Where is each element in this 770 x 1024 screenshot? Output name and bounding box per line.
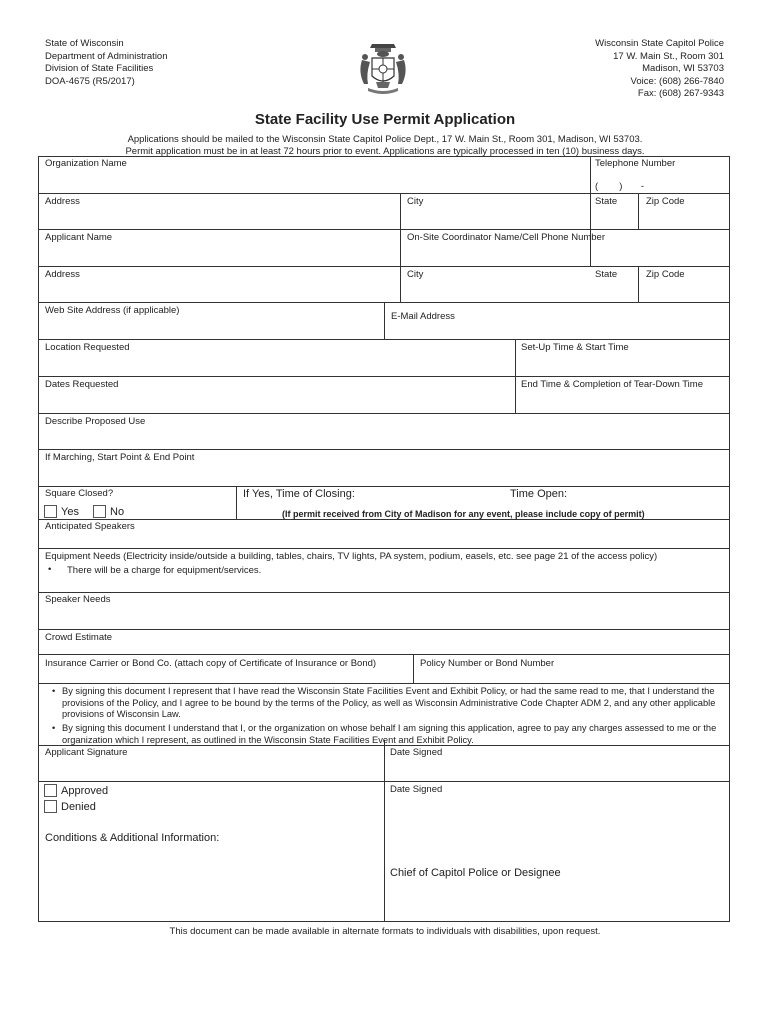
square-closed-label: Square Closed? <box>45 488 114 499</box>
address-label: Address <box>45 269 80 280</box>
agency-line: Department of Administration <box>45 50 168 62</box>
police-line: Voice: (608) 266-7840 <box>630 75 724 87</box>
agency-line: State of Wisconsin <box>45 38 124 49</box>
police-line: 17 W. Main St., Room 301 <box>613 50 724 62</box>
phone-field[interactable]: ( ) - <box>595 181 645 192</box>
form-number: DOA-4675 (R5/2017) <box>45 75 135 87</box>
state-label: State <box>595 269 618 280</box>
statement-text: By signing this document I represent that I have read the Wisconsin State Facilities Event and Exhibit Policy, or had the same read to me, that I understand the provisions of the Policy, and I agree to be bound by the terms of the Policy, as well as Wisconsin Administrative Code Chapter ADM 2, and any other applicable provisions of Wisconsin Law. <box>62 686 716 720</box>
city-label: City <box>407 269 424 280</box>
police-line: Fax: (608) 267-9343 <box>637 88 724 99</box>
anticipated-speakers-label: Anticipated Speakers <box>45 521 135 532</box>
equipment-needs-label: Equipment Needs (Electricity inside/outside a building, tables, chairs, TV lights, PA system, podium, easels, etc. see page 21 of the access policy) <box>45 551 658 562</box>
approved-checkbox[interactable] <box>44 784 57 797</box>
equipment-charge-note: There will be a charge for equipment/services. <box>67 565 262 576</box>
bullet-icon: • <box>52 686 56 696</box>
denied-label: Denied <box>61 801 96 813</box>
date-signed-label: Date Signed <box>390 784 443 795</box>
denied-checkbox[interactable] <box>44 800 57 813</box>
insurance-carrier-label: Insurance Carrier or Bond Co. (attach copy of Certificate of Insurance or Bond) <box>45 658 377 669</box>
statement-policy <box>52 686 722 721</box>
marching-label: If Marching, Start Point & End Point <box>45 452 195 463</box>
email-label: E-Mail Address <box>391 311 455 322</box>
zip-code-label: Zip Code <box>646 196 685 207</box>
telephone-label: Telephone Number <box>595 158 676 169</box>
speaker-needs-label: Speaker Needs <box>45 594 111 605</box>
dates-requested-label: Dates Requested <box>45 379 119 390</box>
agency-info <box>45 38 168 88</box>
madison-permit-note: (If permit received from City of Madison for any event, please include copy of permit) <box>282 509 645 519</box>
web-site-label: Web Site Address (if applicable) <box>45 305 180 316</box>
state-label: State <box>595 196 618 207</box>
instruction-line: Permit application must be in at least 72 hours prior to event. Applications are typically processed in ten (10) business days. <box>125 145 645 157</box>
accessibility-footer: This document can be made available in alternate formats to individuals with disabilities, upon request. <box>169 926 601 937</box>
location-requested-label: Location Requested <box>45 342 130 353</box>
conditions-label: Conditions & Additional Information: <box>45 832 220 844</box>
time-open-label: Time Open: <box>510 488 568 500</box>
no-label: No <box>110 506 125 518</box>
date-signed-label: Date Signed <box>390 747 443 758</box>
organization-name-label: Organization Name <box>45 158 127 169</box>
instruction-line: Applications should be mailed to the Wisconsin State Capitol Police Dept., 17 W. Main St., Room 301, Madison, WI 53703. <box>127 134 643 145</box>
zip-code-label: Zip Code <box>646 269 685 280</box>
page-title: State Facility Use Permit Application <box>254 111 516 128</box>
statement-text: By signing this document I understand that I, or the organization on whose behalf I am signing this application, agree to pay any charges assessed to me or the organization which I represent, as outlined in the Wisconsin State Facilities Event and Exhibit Policy. <box>62 723 717 745</box>
bullet-icon: • <box>52 723 56 733</box>
approved-label: Approved <box>61 785 109 797</box>
agency-line: Division of State Facilities <box>45 63 154 74</box>
police-line: Wisconsin State Capitol Police <box>595 38 724 49</box>
bullet-icon: • <box>48 564 52 575</box>
city-label: City <box>407 196 424 207</box>
square-closed-yes-checkbox[interactable] <box>44 505 57 518</box>
policy-number-label: Policy Number or Bond Number <box>420 658 555 669</box>
police-line: Madison, WI 53703 <box>642 63 724 74</box>
address-label: Address <box>45 196 80 207</box>
instructions <box>0 134 770 157</box>
wisconsin-state-seal-icon <box>352 38 414 100</box>
end-time-label: End Time & Completion of Tear-Down Time <box>521 379 703 390</box>
crowd-estimate-label: Crowd Estimate <box>45 632 113 643</box>
describe-use-label: Describe Proposed Use <box>45 416 146 427</box>
square-closed-no-checkbox[interactable] <box>93 505 106 518</box>
chief-signature-label: Chief of Capitol Police or Designee <box>390 867 561 879</box>
yes-label: Yes <box>61 506 79 518</box>
statement-charges <box>52 723 722 746</box>
applicant-name-label: Applicant Name <box>45 232 113 243</box>
time-of-closing-label: If Yes, Time of Closing: <box>243 488 355 500</box>
police-contact <box>595 38 724 101</box>
onsite-coordinator-label: On-Site Coordinator Name/Cell Phone Number <box>407 232 606 243</box>
applicant-signature-label: Applicant Signature <box>45 747 128 758</box>
setup-time-label: Set-Up Time & Start Time <box>521 342 629 353</box>
